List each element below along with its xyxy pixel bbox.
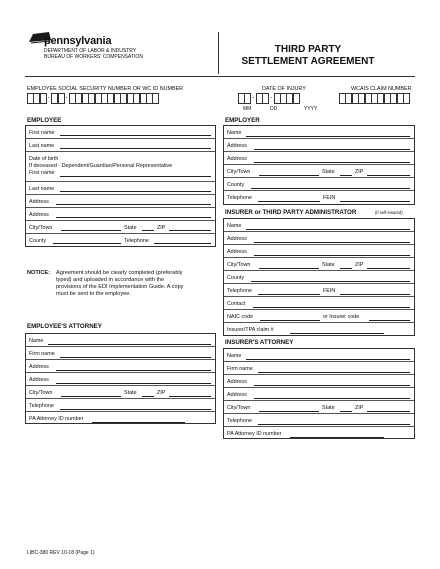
employer-telephone-label: Telephone: [227, 195, 252, 201]
title-line-1: THIRD PARTY: [274, 44, 342, 55]
ea-city-field[interactable]: [61, 396, 121, 397]
insurer-county-field[interactable]: [251, 281, 410, 282]
doi-label: DATE OF INJURY: [262, 86, 306, 92]
ea-city-label: City/Town: [29, 390, 53, 396]
insurer-address-label-1: Address: [227, 236, 247, 242]
ea-pa-id-field[interactable]: [92, 422, 185, 423]
ssn-label: EMPLOYEE SOCIAL SECURITY NUMBER OR WC ID NUMBER: [27, 86, 184, 92]
insurer-code-field[interactable]: [369, 320, 410, 321]
wcais-label: WCAIS CLAIM NUMBER: [351, 86, 412, 92]
dependent-first-name-field[interactable]: [60, 176, 211, 177]
ia-state-field[interactable]: [340, 411, 352, 412]
employer-county-field[interactable]: [251, 188, 410, 189]
ea-name-field[interactable]: [48, 344, 211, 345]
employee-zip-label: ZIP: [157, 225, 166, 231]
notice-line-4: must be sent to the employee.: [56, 291, 131, 297]
insurer-city-field[interactable]: [259, 268, 319, 269]
insurer-fein-field[interactable]: [340, 294, 410, 295]
wcais-boxes[interactable]: [339, 93, 409, 104]
employee-zip-field[interactable]: [169, 230, 211, 231]
employee-section: [25, 125, 216, 247]
mm-label: MM: [243, 106, 252, 112]
notice-label: NOTICE:: [27, 270, 50, 276]
insurer-fein-label: FEIN: [323, 288, 336, 294]
employee-telephone-label: Telephone: [124, 238, 149, 244]
employee-first-name-label: First name: [29, 130, 55, 136]
employer-zip-field[interactable]: [367, 175, 410, 176]
insurer-attorney-section: [223, 348, 415, 439]
insurer-address-field-1[interactable]: [254, 242, 410, 243]
insurer-claim-field[interactable]: [290, 333, 384, 334]
employer-state-field[interactable]: [340, 175, 352, 176]
employee-attorney-section: [25, 333, 216, 424]
employer-state-label: State: [322, 169, 335, 175]
insurer-claim-label: Insurer/TPA claim #: [227, 327, 274, 333]
employee-address-field-1[interactable]: [56, 204, 211, 205]
employee-telephone-field[interactable]: [154, 243, 211, 244]
ea-zip-label: ZIP: [157, 390, 166, 396]
insurer-heading-note: (if self-insured): [375, 210, 403, 215]
employer-heading: EMPLOYER: [225, 117, 260, 124]
employer-name-label: Name: [227, 130, 242, 136]
employer-address-label-2: Address: [227, 156, 247, 162]
employee-state-label: State: [124, 225, 137, 231]
employer-county-label: County: [227, 182, 245, 188]
ea-state-field[interactable]: [142, 396, 154, 397]
ia-city-field[interactable]: [259, 411, 319, 412]
ea-address-field-2[interactable]: [56, 383, 211, 384]
insurer-telephone-label: Telephone: [227, 288, 252, 294]
insurer-contact-label: Contact: [227, 301, 246, 307]
dependent-last-name-label: Last name: [29, 186, 55, 192]
insurer-heading: INSURER or THIRD PARTY ADMINISTRATOR: [225, 209, 357, 216]
employer-telephone-field[interactable]: [258, 201, 320, 202]
employee-county-label: County: [29, 238, 47, 244]
employer-address-label-1: Address: [227, 143, 247, 149]
ia-firm-field[interactable]: [258, 372, 410, 373]
logo-word: pennsylvania: [44, 35, 112, 47]
employer-address-field-1[interactable]: [254, 149, 410, 150]
ia-telephone-label: Telephone: [227, 418, 252, 424]
insurer-zip-field[interactable]: [367, 268, 410, 269]
insurer-county-label: County: [227, 275, 245, 281]
ea-name-label: Name: [29, 338, 44, 344]
ea-firm-field[interactable]: [60, 357, 211, 358]
employee-address-label-2: Address: [29, 212, 49, 218]
employee-attorney-heading: EMPLOYEE'S ATTORNEY: [27, 323, 102, 330]
employee-state-field[interactable]: [142, 230, 154, 231]
ea-telephone-label: Telephone: [29, 403, 54, 409]
ea-pa-id-label: PA Attorney ID number: [29, 416, 84, 422]
insurer-name-field[interactable]: [246, 229, 410, 230]
ia-firm-label: Firm name: [227, 366, 253, 372]
ia-name-label: Name: [227, 353, 242, 359]
insurer-address-label-2: Address: [227, 249, 247, 255]
employee-city-field[interactable]: [61, 230, 121, 231]
ea-zip-field[interactable]: [169, 396, 211, 397]
employer-section: [223, 125, 415, 205]
insurer-zip-label: ZIP: [355, 262, 364, 268]
employee-deceased-label: If deceased - Dependent/Guardian/Personal Representative: [29, 163, 173, 169]
employer-city-label: City/Town: [227, 169, 251, 175]
ea-state-label: State: [124, 390, 137, 396]
ia-zip-field[interactable]: [367, 411, 410, 412]
form-id: LIBC-380 REV 10-18 (Page 1): [27, 550, 95, 556]
insurer-state-field[interactable]: [340, 268, 352, 269]
dept-line-1: DEPARTMENT OF LABOR & INDUSTRY: [44, 48, 137, 54]
notice-line-1: Agreement should be clearly completed (preferably: [56, 270, 183, 276]
doi-boxes[interactable]: - -: [238, 93, 299, 104]
employee-city-label: City/Town: [29, 225, 53, 231]
employer-zip-label: ZIP: [355, 169, 364, 175]
ia-pa-id-field[interactable]: [290, 437, 384, 438]
insurer-telephone-field[interactable]: [258, 294, 320, 295]
header-rule: [25, 76, 415, 77]
ea-address-label-1: Address: [29, 364, 49, 370]
ssn-boxes[interactable]: - -: [27, 93, 159, 104]
employee-address-label-1: Address: [29, 199, 49, 205]
ia-telephone-field[interactable]: [258, 424, 410, 425]
ia-address-field-1[interactable]: [254, 385, 410, 386]
insurer-state-label: State: [322, 262, 335, 268]
dept-line-2: BUREAU OF WORKERS' COMPENSATION: [44, 54, 143, 60]
employer-fein-label: FEIN: [323, 195, 336, 201]
insurer-naic-field[interactable]: [260, 320, 320, 321]
insurer-section: [223, 218, 415, 336]
insurer-code-label: or Insurer code: [323, 314, 360, 320]
dependent-first-name-label: First name: [29, 170, 55, 176]
employee-last-name-field[interactable]: [60, 148, 211, 149]
employer-city-field[interactable]: [259, 175, 319, 176]
ia-pa-id-label: PA Attorney ID number: [227, 431, 282, 437]
employer-name-field[interactable]: [246, 136, 410, 137]
ea-firm-label: Firm name: [29, 351, 55, 357]
insurer-contact-field[interactable]: [253, 307, 410, 308]
ea-telephone-field[interactable]: [60, 409, 211, 410]
employee-last-name-label: Last name: [29, 143, 55, 149]
employee-dob-label: Date of birth: [29, 156, 59, 162]
ia-name-field[interactable]: [246, 359, 410, 360]
yyyy-label: YYYY: [304, 106, 318, 112]
ia-zip-label: ZIP: [355, 405, 364, 411]
notice-line-2: typed) and uploaded in accordance with the: [56, 277, 165, 283]
insurer-address-field-2[interactable]: [254, 255, 410, 256]
employee-county-field[interactable]: [53, 243, 121, 244]
ia-state-label: State: [322, 405, 335, 411]
employer-fein-field[interactable]: [340, 201, 410, 202]
insurer-attorney-heading: INSURER'S ATTORNEY: [225, 339, 294, 346]
insurer-city-label: City/Town: [227, 262, 251, 268]
ia-address-label-1: Address: [227, 379, 247, 385]
employee-heading: EMPLOYEE: [27, 117, 62, 124]
notice-line-3: provisions of the EDI Implementation Guide. A copy: [56, 284, 184, 290]
dependent-last-name-field[interactable]: [60, 191, 211, 192]
ia-address-label-2: Address: [227, 392, 247, 398]
employer-address-field-2[interactable]: [254, 162, 410, 163]
ea-address-field-1[interactable]: [56, 370, 211, 371]
dd-label: DD: [270, 106, 278, 112]
insurer-name-label: Name: [227, 223, 242, 229]
ea-address-label-2: Address: [29, 377, 49, 383]
employee-first-name-field[interactable]: [60, 135, 211, 136]
insurer-naic-label: NAIC code: [227, 314, 254, 320]
employee-address-field-2[interactable]: [56, 217, 211, 218]
title-line-2: SETTLEMENT AGREEMENT: [241, 56, 375, 67]
ia-city-label: City/Town: [227, 405, 251, 411]
ia-address-field-2[interactable]: [254, 398, 410, 399]
